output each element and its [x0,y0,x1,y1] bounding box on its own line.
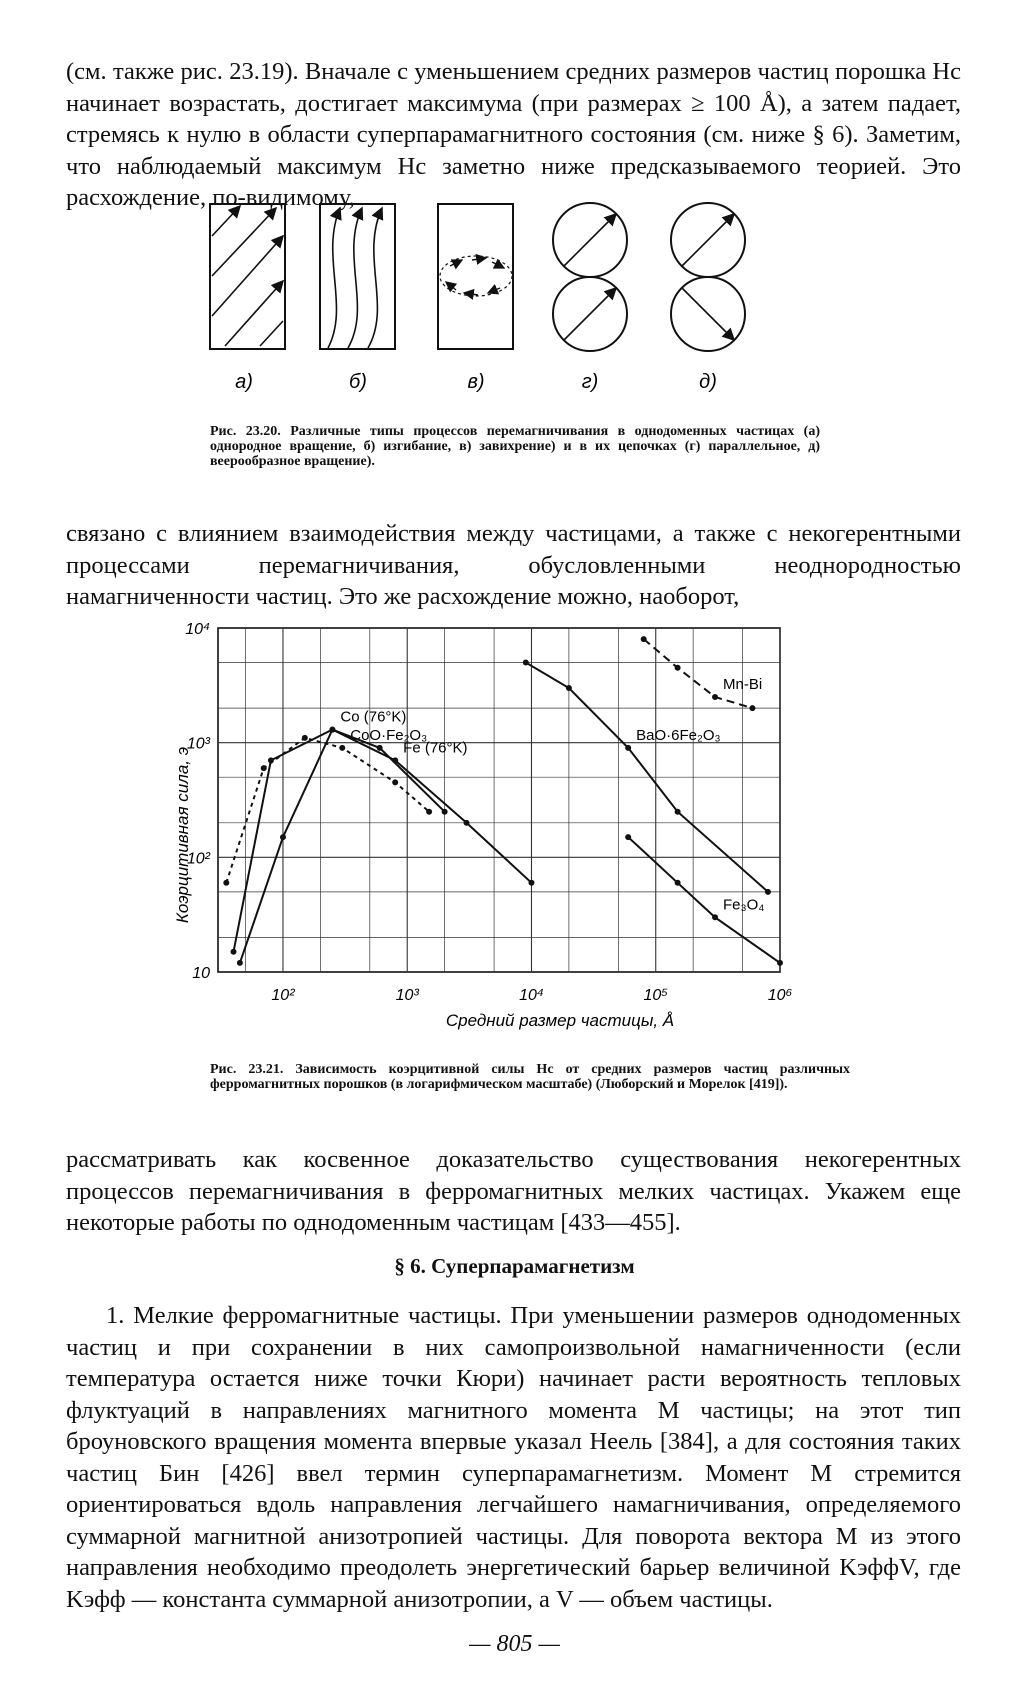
data-point [377,745,383,751]
figure-23-20 [200,196,780,396]
data-point [442,809,448,815]
data-point [268,757,274,763]
data-point [302,735,308,741]
y-tick-label: 10 [192,965,210,982]
data-point [261,765,267,771]
x-tick-label: 10⁴ [519,987,544,1004]
series-line [234,730,445,952]
data-point [280,834,286,840]
data-point [523,660,529,666]
x-tick-label: 10⁵ [643,987,669,1004]
x-tick-label: 10² [271,987,295,1004]
paragraph-2: связано с влиянием взаимодействия между частицами, а также с некогерентными процессами перемагничивания, обусловленными неоднородностью намагниченности частиц. Это же расхождение можно, наоборот, [66,520,961,610]
data-point [765,889,771,895]
series-label: Fe (76°K) [403,739,468,757]
label-c: в) [467,371,485,393]
figure-23-20-caption: Рис. 23.20. Различные типы процессов перемагничивания в однодоменных частицах (а) однородное вращение, б) изгибание, в) завихрение) и в их цепочках (г) параллельное, д) веерообразное вращение). [210,424,820,469]
data-point [625,834,631,840]
data-point [231,949,237,955]
data-point [528,880,534,886]
diagram-buckling [320,204,395,349]
label-a: а) [235,371,253,393]
data-point [392,757,398,763]
y-tick-label: 10² [186,850,210,868]
x-tick-label: 10³ [395,987,419,1004]
data-point [237,960,243,966]
data-point [625,745,631,751]
page-number: — 805 — [469,1631,560,1657]
data-point [712,914,718,920]
data-point [749,705,755,711]
data-point [339,745,345,751]
series-line [226,738,429,883]
y-tick-label: 10³ [186,735,210,753]
label-b: б) [349,371,367,393]
data-point [329,727,335,733]
series-label: Mn-Bi [723,676,763,694]
series-label: Co (76°K) [340,708,407,726]
chart-grid [218,628,780,972]
figure-23-21-caption: Рис. 23.21. Зависимость коэрцитивной силы Hc от средних размеров частиц различных ферромагнитных порошков (в логарифмическом масштабе) (Люборский и Морелок [419]). [210,1062,850,1092]
data-point [641,636,647,642]
series-line [240,730,532,963]
data-point [675,809,681,815]
data-point [675,665,681,671]
label-d: г) [581,371,599,393]
diagram-fanning-rotation [671,203,745,351]
paragraph-1: (см. также рис. 23.19). Вначале с уменьшением средних размеров частиц порошка Hc начинает возрастать, достигает максимума (при размерах ≥ 100 Å), а затем падает, стремясь к нулю в области суперпарамагнитного состояния (см. ниже § 6). Заметим, что наблюдаемый максимум Hc заметно ниже предсказываемого теорией. Это расхождение, по-видимому, [66,58,961,211]
y-tick-label: 10⁴ [185,621,210,638]
data-point [777,960,783,966]
paragraph-3: рассматривать как косвенное доказательство существования некогерентных процессов перемагничивания в ферромагнитных мелких частицах. Укажем еще некоторые работы по однодоменным частицам [433—455]. [66,1146,961,1236]
section-title: § 6. Суперпарамагнетизм [394,1254,635,1278]
data-point [223,880,229,886]
series-line [644,639,753,708]
series-label: CoO·Fe₂O₃ [350,726,428,744]
chart-ticks [185,621,792,1004]
x-tick-label: 10⁶ [767,987,793,1004]
chart-ylabel: Коэрцитивная сила, э [173,746,192,924]
data-point [426,809,432,815]
series-label: BaO·6Fe₂O₃ [636,726,721,744]
paragraph-4: 1. Мелкие ферромагнитные частицы. При уменьшении размеров однодоменных частиц и при сохранении в них самопроизвольной намагниченности (если температура остается ниже точки Кюри) начинает расти вероятность тепловых флуктуаций в направлениях магнитного момента M частицы; на этот тип броуновского вращения момента впервые указал Неель [384], а для состояния таких частиц Бин [426] ввел термин суперпарамагнетизм. Момент M стремится ориентироваться вдоль направления легчайшего намагничивания, определяемого суммарной магнитной анизотропией частицы. Для поворота вектора M из этого направления необходимо преодолеть энергетический барьер величиной KэффV, где Kэфф — константа суммарной анизотропии, а V — объем частицы. [66,1302,961,1613]
diagram-curling [438,204,513,349]
diagram-parallel-rotation [553,203,627,351]
data-point [392,779,398,785]
label-e: д) [699,371,717,393]
figure-23-21-chart [170,620,850,1032]
series-label: Fe₃O₄ [723,896,765,914]
data-point [566,685,572,691]
data-point [675,880,681,886]
diagram-uniform-rotation [210,204,285,349]
chart-xlabel: Средний размер частицы, Å [445,1011,675,1030]
data-point [712,694,718,700]
plot-frame [218,628,780,972]
chart-series [223,636,783,966]
data-point [464,820,470,826]
